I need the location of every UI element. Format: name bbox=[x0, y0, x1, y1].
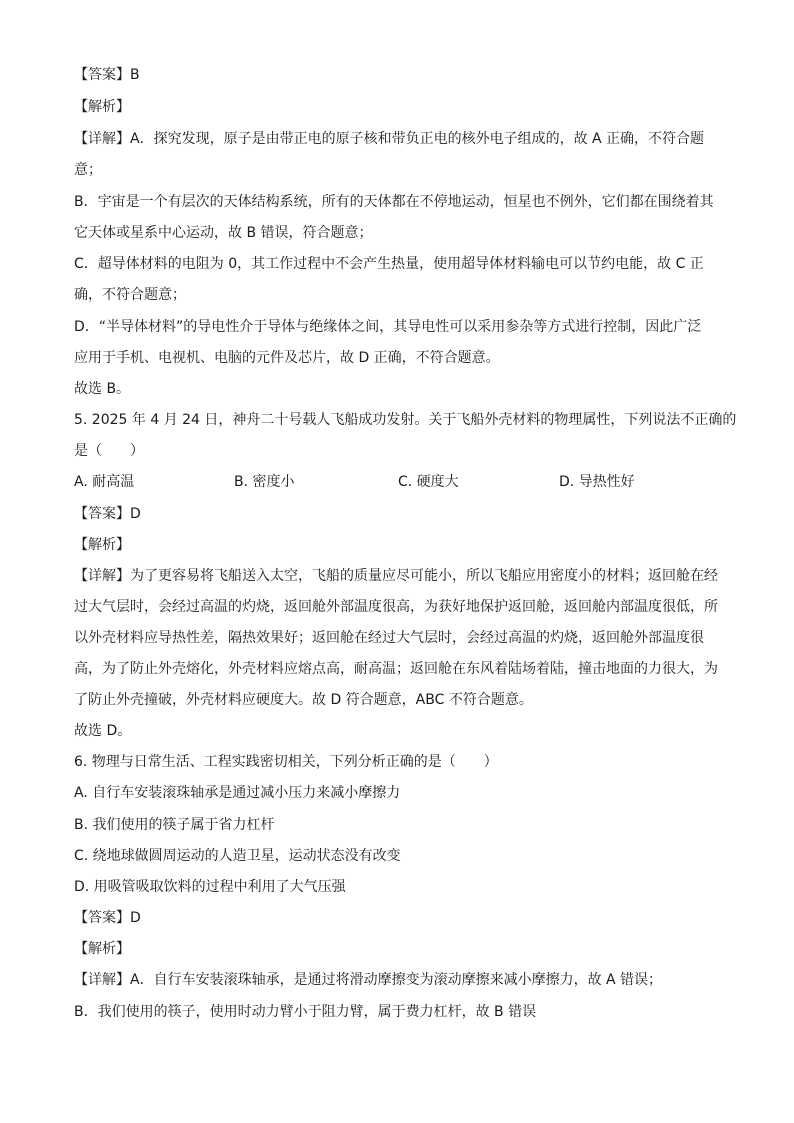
q6-detail-a: 【详解】A．自行车安装滚珠轴承，是通过将滑动摩擦变为滚动摩擦来减小摩擦力，故 A 错误； bbox=[74, 972, 663, 988]
q4-detail-c-line1: C．超导体材料的电阻为 0，其工作过程中不会产生热量，使用超导体材料输电可以节约电能，故 C 正 bbox=[74, 256, 704, 272]
q6-stem: 6. 物理与日常生活、工程实践密切相关，下列分析正确的是（ ） bbox=[74, 754, 498, 770]
q5-detail-line1: 【详解】为了更容易将飞船送入太空，飞船的质量应尽可能小，所以飞船应用密度小的材料；返回舱在经 bbox=[74, 568, 718, 584]
q5-conclusion: 故选 D。 bbox=[74, 723, 132, 739]
q4-analysis-heading: 【解析】 bbox=[74, 99, 130, 115]
q6-option-b: B. 我们使用的筷子属于省力杠杆 bbox=[74, 817, 275, 833]
q4-detail-d-line1: D．“半导体材料”的导电性介于导体与绝缘体之间，其导电性可以采用参杂等方式进行控制，因此广泛 bbox=[74, 319, 702, 335]
q6-option-a: A. 自行车安装滚珠轴承是通过减小压力来减小摩擦力 bbox=[74, 785, 401, 801]
q4-detail-b-line1: B．宇宙是一个有层次的天体结构系统，所有的天体都在不停地运动，恒星也不例外，它们都在围绕着其 bbox=[74, 194, 714, 210]
q5-option-d: D. 导热性好 bbox=[559, 474, 635, 490]
q4-detail-a-line1: 【详解】A．探究发现，原子是由带正电的原子核和带负正电的核外电子组成的，故 A 正确，不符合题 bbox=[74, 131, 705, 147]
q6-option-c: C. 绕地球做圆周运动的人造卫星，运动状态没有改变 bbox=[74, 848, 401, 864]
q5-stem-line1: 5. 2025 年 4 月 24 日，神舟二十号载人飞船成功发射。关于飞船外壳材料的物理属性，下列说法不正确的 bbox=[74, 412, 737, 428]
q4-detail-a-line2: 意； bbox=[74, 162, 102, 178]
q6-option-d: D. 用吸管吸取饮料的过程中利用了大气压强 bbox=[74, 879, 346, 895]
q5-detail-line4: 高，为了防止外壳熔化，外壳材料应熔点高，耐高温；返回舱在东风着陆场着陆，撞击地面的力很大，为 bbox=[74, 661, 718, 677]
q5-analysis-heading: 【解析】 bbox=[74, 537, 130, 553]
q5-option-c: C. 硬度大 bbox=[398, 474, 459, 490]
q5-stem-line2: 是（ ） bbox=[74, 443, 144, 459]
q4-answer: 【答案】B bbox=[74, 67, 140, 83]
q5-detail-line2: 过大气层时，会经过高温的灼烧，返回舱外部温度很高，为获好地保护返回舱，返回舱内部温度很低，所 bbox=[74, 599, 718, 615]
q4-conclusion: 故选 B。 bbox=[74, 381, 131, 397]
q4-detail-c-line2: 确，不符合题意； bbox=[74, 287, 186, 303]
q6-answer: 【答案】D bbox=[74, 910, 141, 926]
q5-answer: 【答案】D bbox=[74, 506, 141, 522]
q6-analysis-heading: 【解析】 bbox=[74, 941, 130, 957]
q6-detail-b: B．我们使用的筷子，使用时动力臂小于阻力臂，属于费力杠杆，故 B 错误 bbox=[74, 1004, 537, 1020]
q5-option-a: A. 耐高温 bbox=[74, 474, 135, 490]
q5-detail-line3: 以外壳材料应导热性差，隔热效果好；返回舱在经过大气层时，会经过高温的灼烧，返回舱外部温度很 bbox=[74, 630, 704, 646]
q5-option-b: B. 密度小 bbox=[234, 474, 295, 490]
q4-detail-d-line2: 应用于手机、电视机、电脑的元件及芯片，故 D 正确，不符合题意。 bbox=[74, 350, 500, 366]
q4-detail-b-line2: 它天体或星系中心运动，故 B 错误，符合题意； bbox=[74, 225, 373, 241]
q5-detail-line5: 了防止外壳撞破，外壳材料应硬度大。故 D 符合题意，ABC 不符合题意。 bbox=[74, 692, 533, 708]
